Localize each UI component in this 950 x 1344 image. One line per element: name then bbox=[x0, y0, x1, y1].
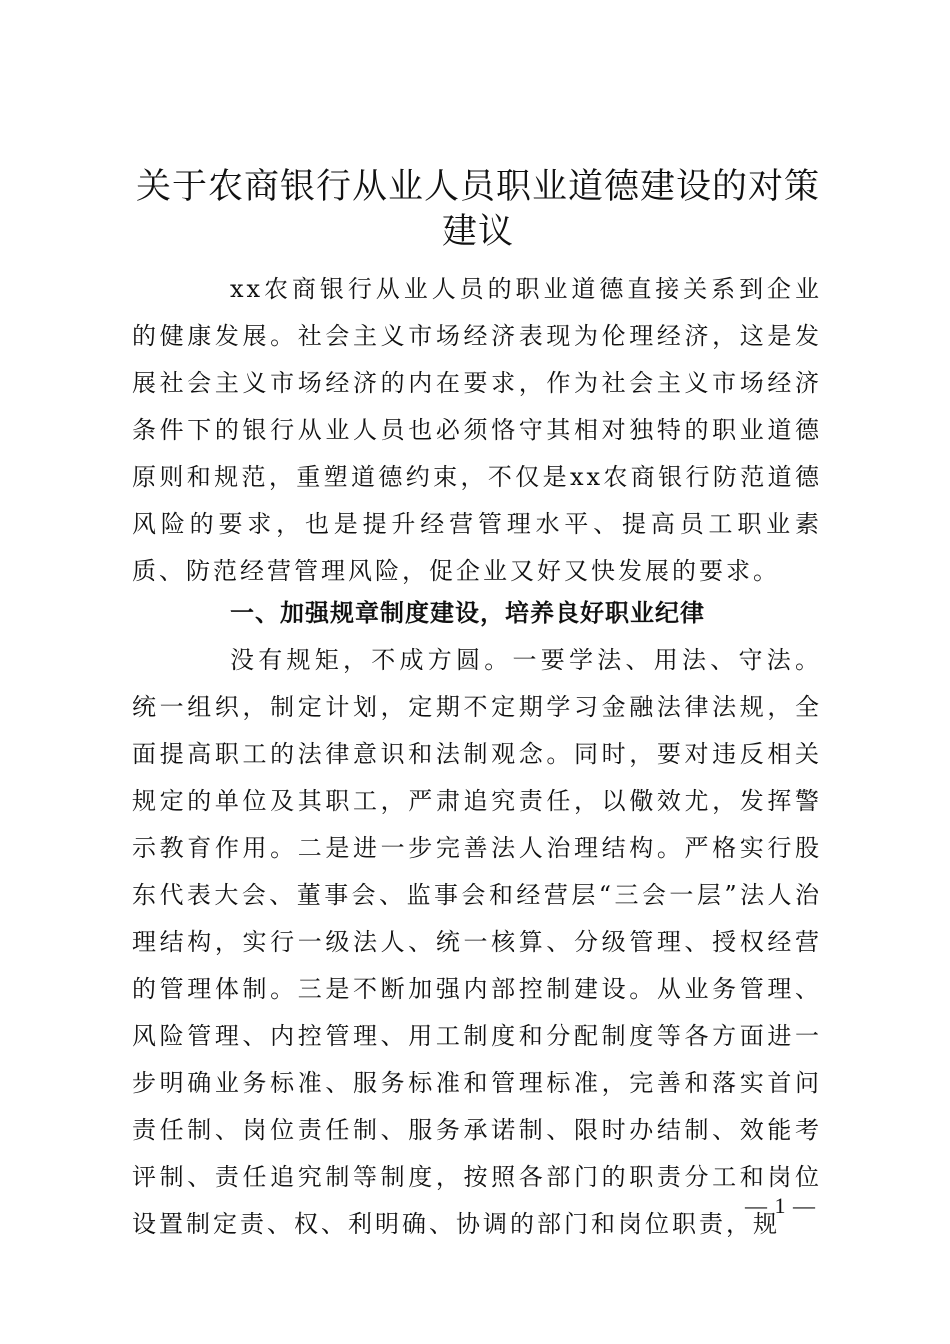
page-number: — 1 — bbox=[745, 1193, 816, 1218]
section-heading: 一、加强规章制度建设，培养良好职业纪律 bbox=[230, 599, 705, 627]
body-paragraph: 没有规矩，不成方圆。一要学法、用法、守法。统一组织，制定计划，定期不定期学习金融法律法规，全面提高职工的法律意识和法制观念。同时，要对违反相关规定的单位及其职工，严肃追究责任，以儆效尤，发挥警示教育作用。二是进一步完善法人治理结构。严格实行股东代表大会、董事会、监事会和经营层“三会一层”法人治理结构，实行一级法人、统一核算、分级管理、授权经营的管理体制。三是不断加强内部控制建设。从业务管理、风险管理、内控管理、用工制度和分配制度等各方面进一步明确业务标准、服务标准和管理标准，完善和落实首问责任制、岗位责任制、服务承诺制、限时办结制、效能考评制、责任追究制等制度，按照各部门的职责分工和岗位设置制定责、权、利明确、协调的部门和岗位职责，规 bbox=[132, 646, 822, 1238]
body-paragraph: xx农商银行从业人员的职业道德直接关系到企业的健康发展。社会主义市场经济表现为伦理经济，这是发展社会主义市场经济的内在要求，作为社会主义市场经济条件下的银行从业人员也必须恪守其相对独特的职业道德原则和规范，重塑道德约束，不仅是xx农商银行防范道德风险的要求，也是提升经营管理水平、提高员工职业素质、防范经营管理风险，促企业又好又快发展的要求。 bbox=[132, 275, 822, 585]
document-title: 关于农商银行从业人员职业道德建设的对策建议 bbox=[135, 167, 820, 252]
